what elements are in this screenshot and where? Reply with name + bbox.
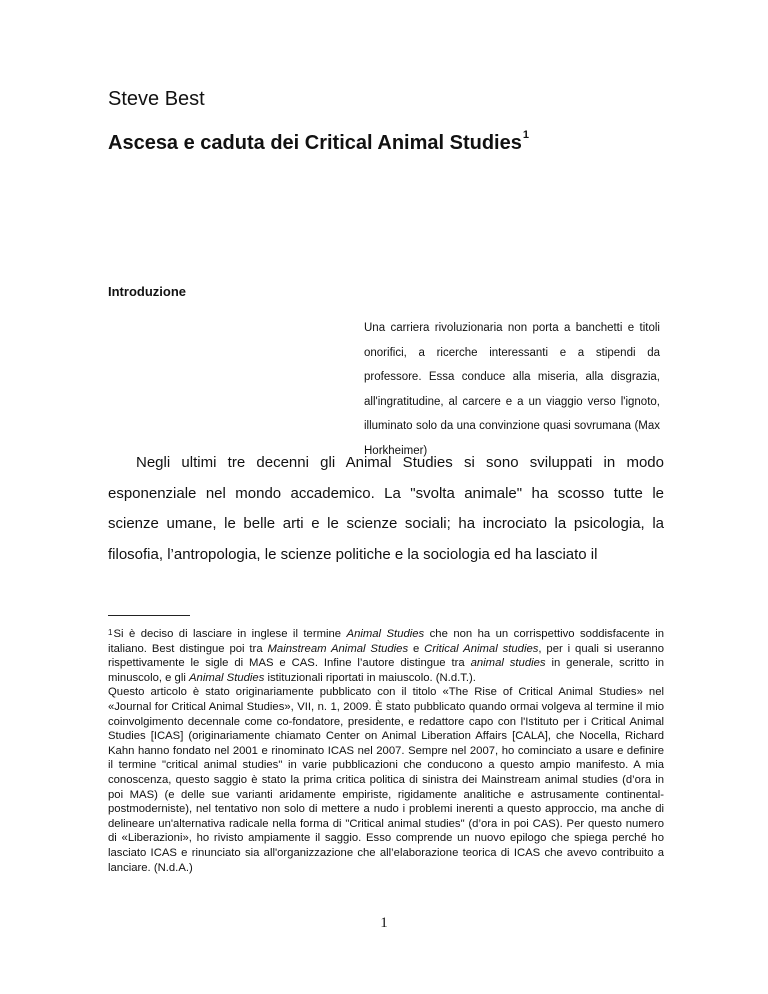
footnote-1-italic: animal studies bbox=[470, 657, 546, 670]
footnote-1-mark: 1 bbox=[108, 628, 113, 637]
article-title-text: Ascesa e caduta dei Critical Animal Studies bbox=[108, 132, 522, 154]
footnote-1-italic: Animal Studies bbox=[346, 628, 425, 640]
footnote-1-text: che non ha un corrispettivo soddisfacente in italiano. Best distingue poi tra bbox=[108, 628, 664, 655]
section-heading: Introduzione bbox=[108, 284, 186, 299]
footnote-separator bbox=[108, 615, 190, 616]
footnotes bbox=[108, 627, 664, 875]
footnote-1-text: in generale, scritto in minuscolo, e gli bbox=[108, 657, 664, 684]
footnote-1-text: , per i quali si useranno rispettivamente le sigle di MAS e CAS. Infine l’autore distingue tra bbox=[108, 642, 664, 670]
footnote-1-italic: Mainstream Animal Studies bbox=[267, 642, 409, 655]
body-paragraph: Negli ultimi tre decenni gli Animal Studies si sono sviluppati in modo esponenziale nel mondo accademico. La "svolta animale" ha scosso tutte le scienze umane, le belle arti e le scienze sociali; ha incrociato la psicologia, la filosofia, l’antropologia, le scienze politiche e la sociologia ed ha lasciato il bbox=[108, 454, 664, 563]
footnote-1-text: e bbox=[408, 642, 425, 655]
footnote-1-italic: Animal Studies bbox=[189, 671, 265, 684]
footnote-1-italic: Critical Animal studies bbox=[424, 642, 539, 655]
footnote-2: Questo articolo è stato originariamente pubblicato con il titolo «The Rise of Critical Animal Studies» nel «Journal for Critical Animal Studies», VII, n. 1, 2009. È stato pubblicato quando ormai volgeva al termine il mio coinvolgimento decennale come co-fondatore, presidente, e redattore capo con l'Istituto per i Critical Animal Studies [ICAS] (originariamente chiamato Center on Animal Liberation Affairs [CALA], che Nocella, Richard Kahn hanno fondato nel 2001 e rinominato ICAS nel 2007. Sempre nel 2007, ho cominciato a usare e definire il termine "critical animal studies" in varie pubblicazioni che conducono a questo ampio manifesto. A mia conoscenza, questo saggio è stato la prima critica politica di sinistra dei Mainstream animal studies (d’ora in poi MAS) (e delle sue varianti aridamente empiriste, rigidamente analitiche e astrusamente continental-postmoderniste), nel tentativo non solo di mettere a nudo i problemi inerenti a questo approccio, ma anche di delineare un'alternativa radicale nella forma di "Critical animal studies" (d’ora in poi CAS). Per questo numero di «Liberazioni», ho rivisto ampiamente il saggio. Esso comprende un nuovo epilogo che spiega perché ho lasciato ICAS e rinunciato sia all'organizzazione che all’elaborazione teorica di ICAS che avevo contribuito a lanciare. (N.d.A.) bbox=[108, 686, 664, 874]
title-footnote-ref[interactable]: 1 bbox=[522, 129, 529, 141]
footnote-1-text: Si è deciso di lasciare in inglese il termine bbox=[113, 628, 347, 640]
footnote-1 bbox=[108, 627, 664, 685]
footnote-1-text: istituzionali riportati in maiuscolo. (N.d.T.). bbox=[264, 671, 476, 684]
epigraph-quote: Una carriera rivoluzionaria non porta a banchetti e titoli onorifici, a ricerche interessanti e a stipendi da professore. Essa conduce alla miseria, alla disgrazia, all'ingratitudine, al carcere e a un viaggio verso l'ignoto, illuminato solo da una convinzione quasi sovrumana (Max Horkheimer) bbox=[364, 322, 660, 457]
author-name: Steve Best bbox=[108, 88, 205, 110]
page-number: 1 bbox=[380, 915, 388, 931]
article-title bbox=[108, 129, 529, 155]
